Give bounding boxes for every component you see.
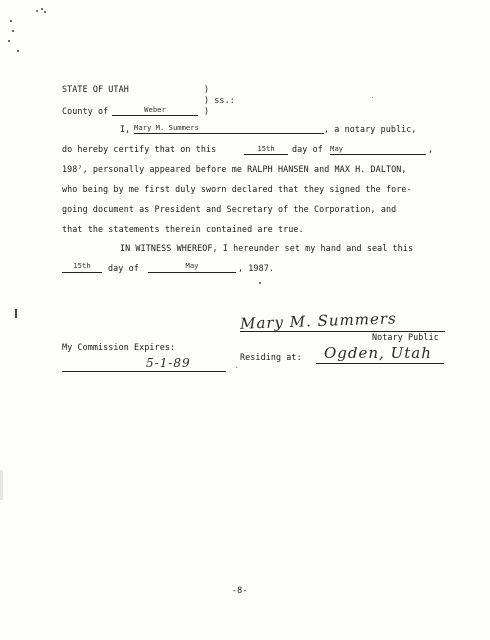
scan-speck: [372, 97, 373, 98]
scan-speck: [236, 367, 237, 368]
line2-mid: day of: [292, 144, 323, 154]
page-number: -8-: [232, 585, 248, 595]
commission-date: 5-1-89: [146, 356, 191, 370]
punch-hole-mark: [15, 309, 17, 318]
witness-line: IN WITNESS WHEREOF, I hereunder set my hand and seal this: [120, 243, 414, 253]
scan-speck: [12, 30, 14, 32]
scan-speck: [10, 20, 12, 22]
scan-speck: [8, 40, 10, 42]
scan-speck: [259, 282, 261, 284]
commission-underline: [62, 371, 226, 372]
notary-name-underline: [134, 133, 324, 134]
notary-name: Mary M. Summers: [134, 123, 199, 132]
scan-speck: [17, 50, 19, 52]
state-line: STATE OF UTAH: [62, 84, 129, 94]
line1-suffix: , a notary public,: [324, 124, 417, 134]
year-suffix: , 1987.: [238, 263, 274, 273]
county-prefix: County of: [62, 106, 109, 116]
day2: 15th: [73, 261, 91, 270]
line4: who being by me first duly sworn declared that they signed the fore-: [62, 184, 412, 194]
county-name: Weber: [144, 105, 166, 114]
county-underline: [112, 115, 198, 116]
residing-place: Ogden, Utah: [324, 344, 432, 362]
month1-underline: [330, 154, 426, 155]
line3: 198⁷, personally appeared before me RALPH HANSEN and MAX H. DALTON,: [62, 164, 407, 174]
line6: that the statements therein contained are true.: [62, 224, 304, 234]
line5: going document as President and Secretary of the Corporation, and: [62, 204, 397, 214]
day-of-label: day of: [108, 263, 139, 273]
residing-underline: [316, 363, 444, 364]
punch-hole-mark: [0, 470, 3, 500]
bracket-top: ): [204, 84, 210, 94]
line1-prefix: I,: [120, 124, 131, 134]
scan-speck: [36, 10, 38, 12]
line2-end: ,: [428, 144, 434, 154]
line2-prefix: do hereby certify that on this: [62, 144, 217, 154]
commission-label: My Commission Expires:: [62, 342, 176, 352]
month2: May: [185, 261, 199, 270]
residing-label: Residing at:: [240, 352, 302, 362]
scan-speck: [41, 8, 43, 10]
notary-public-label: Notary Public: [372, 332, 439, 342]
month1: May: [330, 144, 343, 153]
month2-underline: [148, 272, 236, 273]
ss-label: ) ss.:: [204, 95, 235, 105]
notary-signature: Mary M. Summers: [239, 309, 398, 333]
day2-underline: [62, 272, 102, 273]
day1: 15th: [257, 144, 275, 153]
bracket-bottom: ): [204, 106, 210, 116]
scan-speck: [44, 11, 46, 13]
day1-underline: [244, 154, 288, 155]
